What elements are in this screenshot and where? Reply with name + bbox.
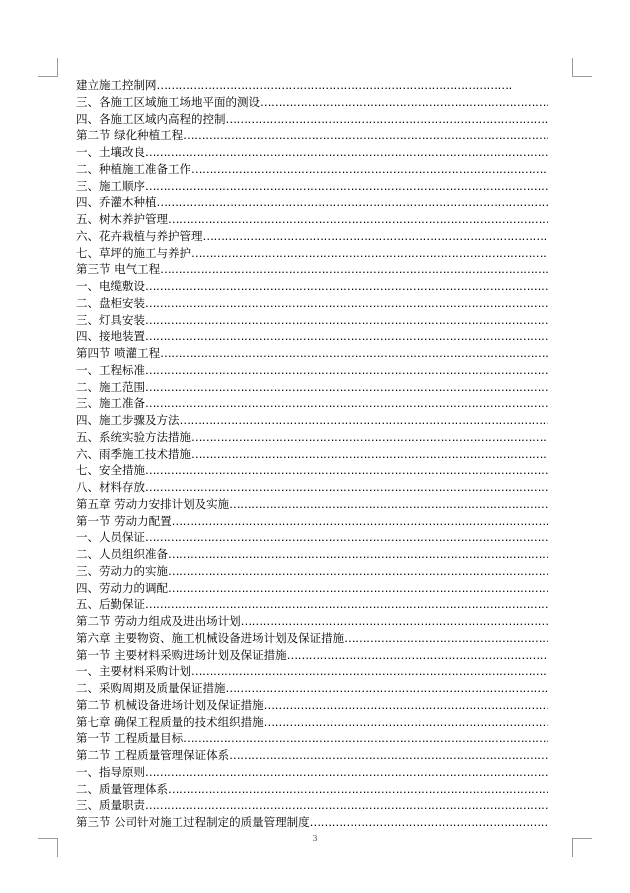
toc-dot-leader xyxy=(168,580,548,597)
toc-entry-title: 第二节 工程质量管理保证体系 xyxy=(76,748,230,762)
toc-entry-title: 第三节 公司针对施工过程制定的质量管理制度 xyxy=(76,815,310,829)
toc-entry[interactable] xyxy=(76,328,548,345)
toc-entry[interactable] xyxy=(76,161,548,178)
toc-entry[interactable] xyxy=(76,278,548,295)
toc-entry-title: 四、各施工区域内高程的控制 xyxy=(76,111,226,126)
toc-entry-title: 五、后勤保证 xyxy=(76,597,145,612)
toc-entry-title: 三、各施工区域施工场地平面的测设 xyxy=(76,94,260,109)
toc-entry-title: 第三节 电气工程 xyxy=(76,262,161,277)
toc-dot-leader xyxy=(180,412,549,429)
toc-entry-title: 建立施工控制网 xyxy=(76,78,157,92)
toc-dot-leader xyxy=(168,781,548,798)
toc-entry[interactable] xyxy=(76,546,548,563)
toc-dot-leader xyxy=(168,563,548,580)
toc-entry[interactable] xyxy=(76,479,548,496)
toc-dot-leader xyxy=(229,496,548,513)
toc-entry-title: 第五章 劳动力安排计划及实施 xyxy=(76,496,230,511)
toc-entry-title: 一、工程标准 xyxy=(76,362,145,377)
toc-dot-leader xyxy=(226,680,549,697)
toc-entry-title: 四、施工步骤及方法 xyxy=(76,413,180,427)
toc-entry-title: 三、劳动力的实施 xyxy=(76,563,168,578)
toc-entry-title: 二、采购周期及质量保证措施 xyxy=(76,681,226,695)
toc-dot-leader xyxy=(264,697,548,714)
toc-dot-leader xyxy=(145,596,548,613)
toc-dot-leader xyxy=(145,479,548,496)
toc-entry[interactable] xyxy=(76,814,548,831)
toc-dot-leader xyxy=(203,228,549,245)
toc-entry[interactable] xyxy=(76,630,548,647)
toc-entry-title: 六、花卉栽植与养护管理 xyxy=(76,228,203,243)
toc-entry[interactable] xyxy=(76,412,548,429)
toc-entry[interactable] xyxy=(76,529,548,546)
toc-dot-leader xyxy=(145,797,548,814)
toc-entry[interactable] xyxy=(76,228,548,245)
toc-entry[interactable] xyxy=(76,362,548,379)
toc-entry-title: 第一节 工程质量目标 xyxy=(76,731,184,746)
toc-entry[interactable] xyxy=(76,697,548,714)
toc-dot-leader xyxy=(191,161,548,178)
toc-entry[interactable] xyxy=(76,345,548,362)
toc-dot-leader xyxy=(183,127,548,144)
toc-entry[interactable] xyxy=(76,77,548,94)
toc-entry-title: 三、灯具安装 xyxy=(76,312,145,327)
toc-dot-leader xyxy=(145,362,548,379)
toc-entry-title: 二、人员组织准备 xyxy=(76,547,168,561)
toc-dot-leader xyxy=(191,429,548,446)
toc-dot-leader xyxy=(145,312,548,329)
toc-entry[interactable] xyxy=(76,127,548,144)
page-number: 3 xyxy=(312,834,318,843)
toc-dot-leader xyxy=(260,94,548,111)
toc-dot-leader xyxy=(145,144,548,161)
toc-entry[interactable] xyxy=(76,144,548,161)
toc-dot-leader xyxy=(145,328,548,345)
toc-entry[interactable] xyxy=(76,94,548,111)
toc-entry[interactable] xyxy=(76,797,548,814)
toc-dot-leader xyxy=(287,647,548,664)
toc-dot-leader xyxy=(145,295,548,312)
toc-dot-leader xyxy=(183,730,548,747)
toc-entry[interactable] xyxy=(76,295,548,312)
crop-mark-top-left-h xyxy=(38,76,57,77)
toc-entry-title: 三、质量职责 xyxy=(76,798,145,813)
toc-dot-leader xyxy=(145,529,548,546)
toc-entry[interactable] xyxy=(76,312,548,329)
toc-entry-title: 第一节 劳动力配置 xyxy=(76,513,172,528)
toc-entry-title: 五、树木养护管理 xyxy=(76,212,168,226)
toc-dot-leader xyxy=(145,395,548,412)
toc-entry[interactable] xyxy=(76,462,548,479)
toc-dot-leader xyxy=(157,77,513,94)
toc-entry[interactable] xyxy=(76,764,548,781)
toc-dot-leader xyxy=(145,278,548,295)
toc-entry-title: 第二节 绿化种植工程 xyxy=(76,128,184,143)
toc-dot-leader xyxy=(168,546,548,563)
toc-entry-title: 二、施工范围 xyxy=(76,379,145,394)
toc-entry[interactable] xyxy=(76,596,548,613)
toc-entry[interactable] xyxy=(76,245,548,262)
toc-entry-title: 第一节 主要材料采购进场计划及保证措施 xyxy=(76,647,287,662)
toc-entry-title: 三、施工顺序 xyxy=(76,178,145,193)
toc-dot-leader xyxy=(168,211,548,228)
toc-dot-leader xyxy=(157,194,549,211)
toc-dot-leader xyxy=(145,764,548,781)
toc-entry-title: 二、质量管理体系 xyxy=(76,781,168,796)
toc-entry-title: 二、盘柜安装 xyxy=(76,295,145,310)
toc-dot-leader xyxy=(191,446,548,463)
toc-entry-title: 七、草坪的施工与养护 xyxy=(76,245,191,260)
toc-entry[interactable] xyxy=(76,647,548,664)
toc-entry-title: 一、电缆敷设 xyxy=(76,279,145,293)
toc-dot-leader xyxy=(310,814,548,831)
toc-entry[interactable] xyxy=(76,211,548,228)
toc-entry-title: 八、材料存放 xyxy=(76,480,145,494)
toc-dot-leader xyxy=(160,345,548,362)
toc-entry-title: 六、雨季施工技术措施 xyxy=(76,446,191,461)
toc-entry[interactable] xyxy=(76,379,548,396)
toc-dot-leader xyxy=(191,663,548,680)
toc-dot-leader xyxy=(191,245,548,262)
toc-entry-title: 一、主要材料采购计划 xyxy=(76,664,191,679)
toc-entry-title: 一、土壤改良 xyxy=(76,145,145,159)
toc-entry[interactable] xyxy=(76,781,548,798)
toc-entry-title: 一、指导原则 xyxy=(76,764,145,779)
toc-entry-title: 七、安全措施 xyxy=(76,463,145,478)
toc-entry-title: 第二节 劳动力组成及进出场计划 xyxy=(76,614,241,628)
crop-mark-top-left xyxy=(57,58,58,77)
toc-dot-leader xyxy=(344,630,548,647)
toc-entry-title: 二、种植施工准备工作 xyxy=(76,161,191,176)
toc-dot-leader xyxy=(241,613,548,630)
crop-mark-top-right-h xyxy=(573,76,592,77)
toc-entry-title: 四、接地装置 xyxy=(76,329,145,344)
toc-entry[interactable] xyxy=(76,261,548,278)
toc-entry-title: 四、乔灌木种植 xyxy=(76,195,157,210)
toc-entry[interactable] xyxy=(76,513,548,530)
toc-entry-title: 第七章 确保工程质量的技术组织措施 xyxy=(76,714,264,729)
toc-dot-leader xyxy=(264,714,548,731)
toc-dot-leader xyxy=(145,462,548,479)
toc-entry-title: 三、施工准备 xyxy=(76,396,145,411)
toc-entry-title: 第六章 主要物资、施工机械设备进场计划及保证措施 xyxy=(76,630,345,645)
toc-entry[interactable] xyxy=(76,178,548,195)
toc-dot-leader xyxy=(226,111,549,128)
toc-dot-leader xyxy=(145,178,548,195)
toc-entry[interactable] xyxy=(76,680,548,697)
toc-entry[interactable] xyxy=(76,580,548,597)
toc-entry[interactable] xyxy=(76,613,548,630)
toc-entry-title: 四、劳动力的调配 xyxy=(76,580,168,595)
crop-mark-top-right xyxy=(572,58,573,77)
toc-entry[interactable] xyxy=(76,395,548,412)
toc-dot-leader xyxy=(160,261,548,278)
toc-entry-title: 第四节 喷灌工程 xyxy=(76,346,161,360)
table-of-contents xyxy=(76,77,548,831)
toc-dot-leader xyxy=(172,513,548,530)
toc-entry[interactable] xyxy=(76,446,548,463)
toc-entry[interactable] xyxy=(76,111,548,128)
toc-entry[interactable] xyxy=(76,194,548,211)
toc-entry[interactable] xyxy=(76,563,548,580)
toc-entry[interactable] xyxy=(76,496,548,513)
toc-entry-title: 第二节 机械设备进场计划及保证措施 xyxy=(76,697,264,712)
toc-entry[interactable] xyxy=(76,429,548,446)
toc-entry[interactable] xyxy=(76,730,548,747)
toc-dot-leader xyxy=(145,379,548,396)
toc-dot-leader xyxy=(229,747,548,764)
toc-entry[interactable] xyxy=(76,663,548,680)
toc-entry[interactable] xyxy=(76,714,548,731)
toc-entry[interactable] xyxy=(76,747,548,764)
toc-entry-title: 一、人员保证 xyxy=(76,530,145,545)
toc-entry-title: 五、系统实验方法措施 xyxy=(76,429,191,444)
